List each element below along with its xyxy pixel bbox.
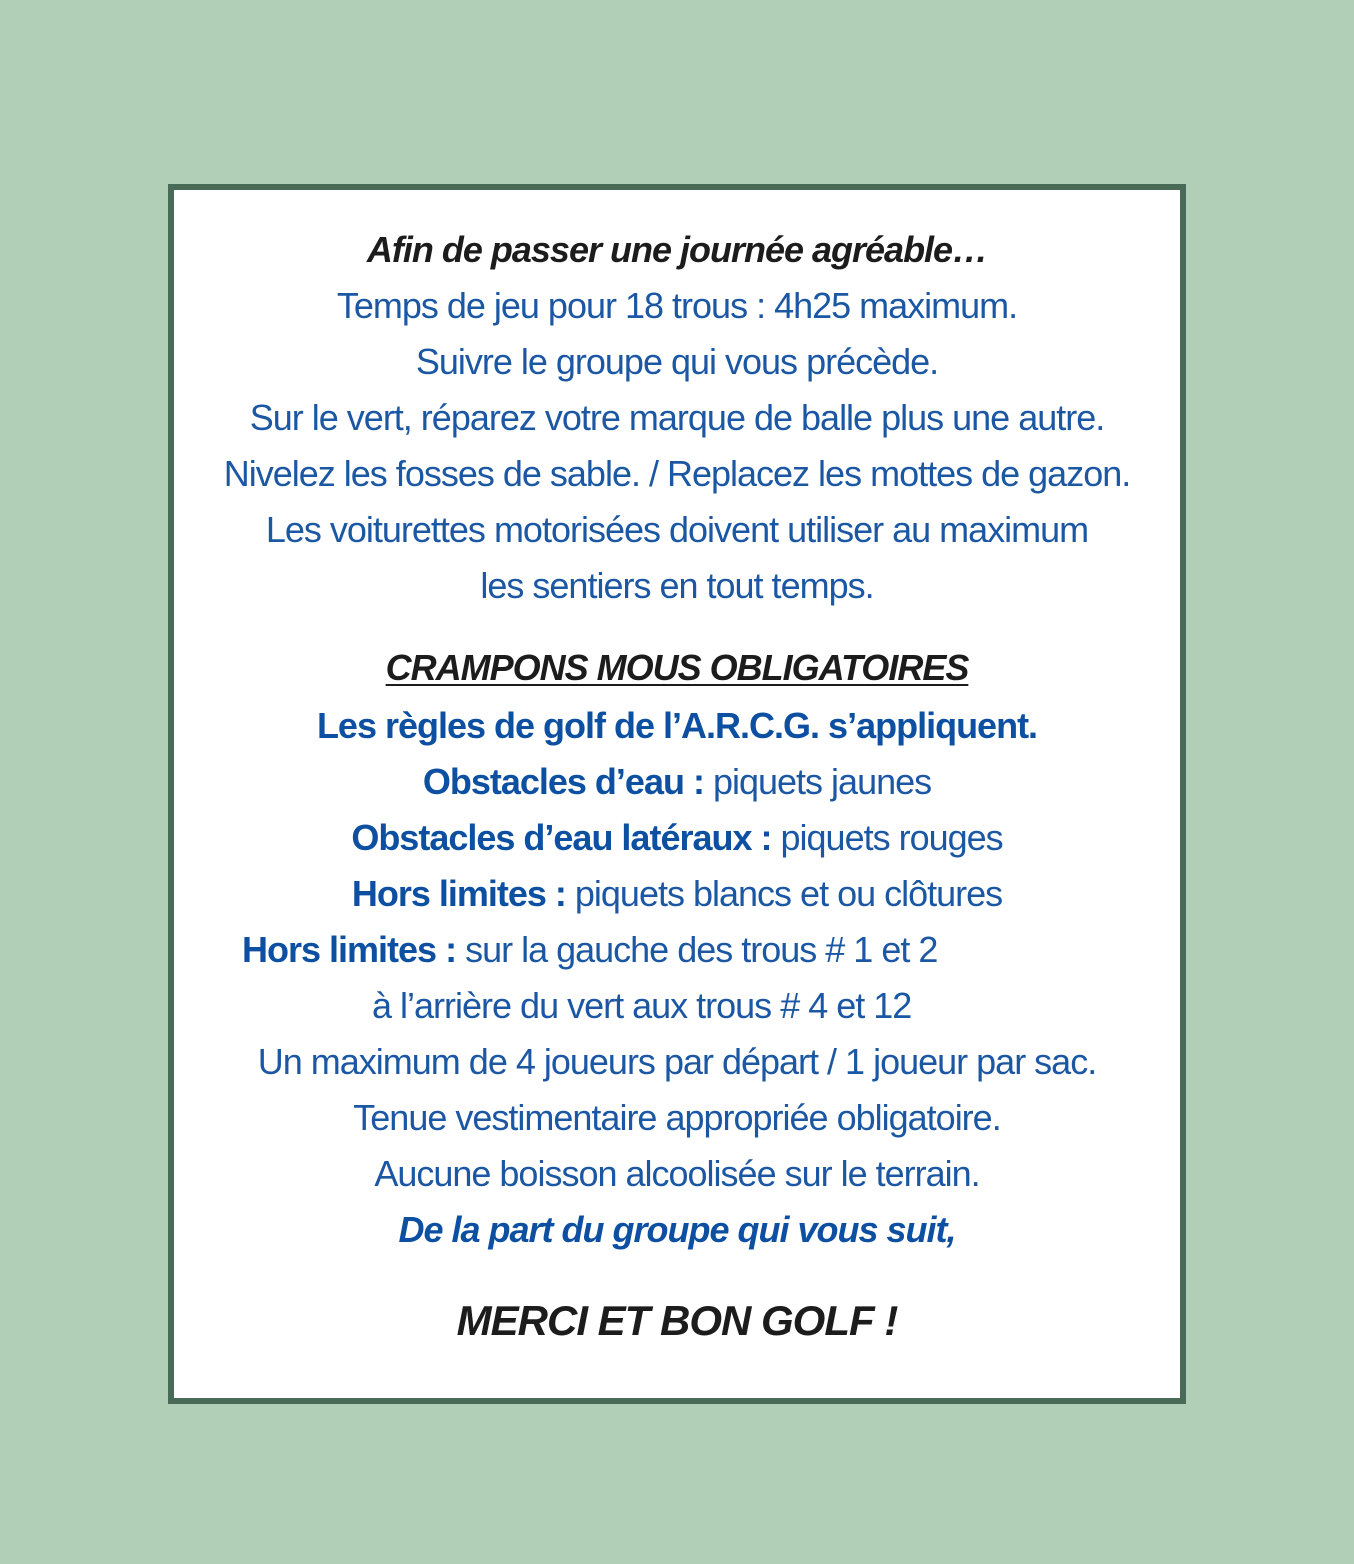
marker-text: piquets jaunes (703, 761, 932, 802)
closing-heading: MERCI ET BON GOLF ! (456, 1297, 898, 1344)
marker-text: piquets rouges (771, 817, 1003, 858)
intro-line-5: Les voiturettes motorisées doivent utiliser au maximum (265, 509, 1089, 550)
marker-label: Obstacles d’eau latéraux : (351, 817, 772, 858)
other-line-1: Un maximum de 4 joueurs par départ / 1 joueur par sac. (257, 1041, 1097, 1082)
other-line-3: Aucune boisson alcoolisée sur le terrain. (374, 1153, 980, 1194)
closing-italic: De la part du groupe qui vous suit, (398, 1209, 956, 1250)
intro-line-2: Suivre le groupe qui vous précède. (415, 341, 939, 382)
rules-subheading: Les règles de golf de l’A.R.C.G. s’appliquent. (316, 705, 1038, 746)
intro-line-4: Nivelez les fosses de sable. / Replacez les mottes de gazon. (223, 453, 1131, 494)
intro-heading: Afin de passer une journée agréable… (366, 229, 988, 270)
marker-continuation: à l’arrière du vert aux trous # 4 et 12 (372, 985, 912, 1026)
golf-etiquette-notice (168, 184, 1186, 1404)
marker-label: Hors limites : (242, 929, 457, 970)
marker-label: Obstacles d’eau : (422, 761, 704, 802)
marker-row-3 (174, 872, 1180, 916)
marker-text: piquets blancs et ou clôtures (565, 873, 1003, 914)
rules-heading: CRAMPONS MOUS OBLIGATOIRES (385, 647, 969, 688)
rules-heading-row (174, 646, 1180, 690)
marker-row-2 (174, 816, 1180, 860)
marker-text: sur la gauche des trous # 1 et 2 (456, 929, 938, 970)
marker-row-4 (242, 928, 1180, 972)
intro-line-1: Temps de jeu pour 18 trous : 4h25 maximum. (336, 285, 1018, 326)
other-line-2: Tenue vestimentaire appropriée obligatoire. (353, 1097, 1001, 1138)
marker-label: Hors limites : (351, 873, 566, 914)
intro-line-6: les sentiers en tout temps. (480, 565, 874, 606)
marker-row-1 (174, 760, 1180, 804)
intro-line-3: Sur le vert, réparez votre marque de balle plus une autre. (249, 397, 1105, 438)
